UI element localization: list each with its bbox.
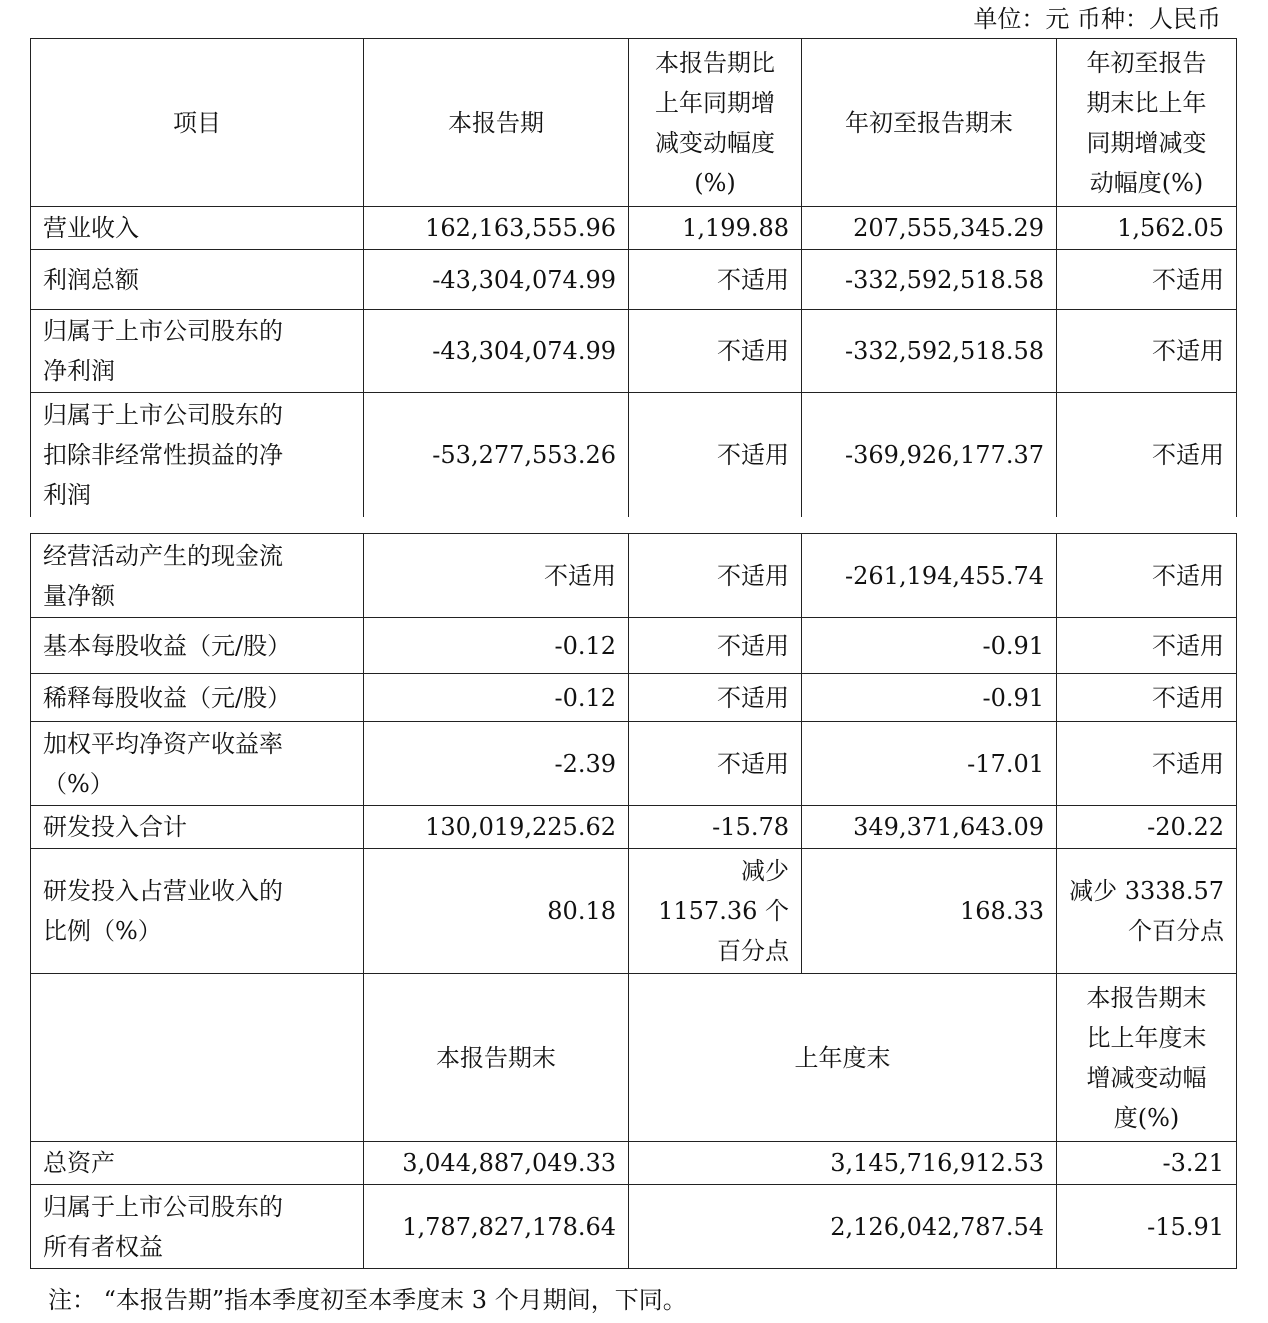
- cell-line: 本报告期末: [1086, 983, 1207, 1012]
- cell-line: 增减变动幅: [1086, 1063, 1207, 1092]
- cell-line: 稀释每股收益（元/股）: [43, 683, 292, 712]
- ytd-change-value: [1057, 207, 1237, 250]
- current-change-value: [629, 849, 802, 974]
- cell-line: 减少 3338.57: [1069, 877, 1224, 905]
- ytd-change-value: [1057, 849, 1237, 974]
- cell-line: 营业收入: [43, 214, 139, 242]
- cell-line: 不适用: [717, 749, 789, 778]
- ytd-change-value: [1057, 393, 1237, 517]
- cell-line: 基本每股收益（元/股）: [43, 631, 292, 660]
- current-change-value: [629, 618, 802, 674]
- ytd-value: -369,926,177.37: [802, 393, 1057, 517]
- cell-line: 总资产: [43, 1149, 115, 1177]
- cell-line: 不适用: [1152, 631, 1224, 660]
- header-item: 项目: [31, 39, 364, 207]
- ytd-value: -17.01: [802, 722, 1057, 806]
- ytd-value: 349,371,643.09: [802, 806, 1057, 849]
- cell-line: 年初至报告: [1086, 48, 1207, 77]
- current-period-value: -43,304,074.99: [364, 250, 629, 310]
- cell-line: 利润总额: [43, 265, 139, 294]
- cell-line: 不适用: [1152, 337, 1224, 365]
- table-row: [31, 806, 1237, 849]
- footnote: 注： “本报告期”指本季度初至本季度末 3 个月期间，下同。: [48, 1286, 687, 1314]
- cell-line: 度(%): [1113, 1103, 1180, 1132]
- current-change-value: [629, 722, 802, 806]
- cell-line: 1,199.88: [682, 214, 789, 242]
- ytd-change-value: [1057, 806, 1237, 849]
- current-period-value: -0.12: [364, 618, 629, 674]
- cell-line: 归属于上市公司股东的: [43, 1192, 283, 1221]
- cell-line: 加权平均净资产收益率: [43, 729, 283, 758]
- cell-line: (%): [694, 168, 736, 197]
- current-period-value: 不适用: [364, 534, 629, 618]
- ytd-change-value: [1057, 674, 1237, 722]
- header-current-change: [629, 39, 802, 207]
- table-row: [31, 534, 1237, 618]
- balance-change-value: -15.91: [1057, 1185, 1237, 1269]
- current-period-value: 130,019,225.62: [364, 806, 629, 849]
- cell-line: -15.78: [712, 813, 789, 841]
- ytd-value: 207,555,345.29: [802, 207, 1057, 250]
- header-period-end: 本报告期末: [364, 974, 629, 1142]
- table-row: [31, 849, 1237, 974]
- cell-line: 不适用: [717, 631, 789, 660]
- current-change-value: [629, 250, 802, 310]
- header-current-period: 本报告期: [364, 39, 629, 207]
- cell-line: 归属于上市公司股东的: [43, 317, 283, 345]
- financial-indicators-table-part2: [30, 533, 1237, 1269]
- balance-change-value: -3.21: [1057, 1142, 1237, 1185]
- unit-currency-line: 单位：元 币种：人民币: [973, 5, 1221, 33]
- period-end-value: 1,787,827,178.64: [364, 1185, 629, 1269]
- row-label: [31, 250, 364, 310]
- cell-line: 比上年度末: [1086, 1023, 1207, 1052]
- cell-line: 不适用: [717, 561, 789, 590]
- cell-line: 不适用: [1152, 265, 1224, 294]
- cell-line: 所有者权益: [43, 1232, 163, 1261]
- cell-line: 1157.36 个: [658, 897, 789, 925]
- table-row: [31, 250, 1237, 310]
- ytd-change-value: [1057, 534, 1237, 618]
- cell-line: （%）: [43, 769, 114, 798]
- cell-line: 归属于上市公司股东的: [43, 400, 283, 429]
- current-period-value: -43,304,074.99: [364, 310, 629, 393]
- prior-year-end-value: 3,145,716,912.53: [629, 1142, 1057, 1185]
- cell-line: 研发投入占营业收入的: [43, 877, 283, 905]
- ytd-change-value: [1057, 310, 1237, 393]
- cell-line: 不适用: [717, 683, 789, 712]
- ytd-value: 168.33: [802, 849, 1057, 974]
- table-row: [31, 618, 1237, 674]
- cell-line: 同期增减变: [1086, 128, 1207, 157]
- prior-year-end-value: 2,126,042,787.54: [629, 1185, 1057, 1269]
- cell-line: 比例（%）: [43, 917, 162, 945]
- cell-line: 上年同期增: [655, 88, 775, 117]
- table-row: [31, 207, 1237, 250]
- current-change-value: [629, 806, 802, 849]
- row-label: [31, 1142, 364, 1185]
- cell-line: 不适用: [1152, 440, 1224, 469]
- cell-line: 减变动幅度: [655, 128, 775, 157]
- cell-line: 期末比上年: [1086, 88, 1207, 117]
- current-change-value: [629, 674, 802, 722]
- cell-line: 不适用: [1152, 683, 1224, 712]
- ytd-value: -332,592,518.58: [802, 250, 1057, 310]
- row-label: [31, 534, 364, 618]
- period-end-value: 3,044,887,049.33: [364, 1142, 629, 1185]
- table-row: [31, 393, 1237, 517]
- balance-header-row: [31, 974, 1237, 1142]
- cell-line: 扣除非经常性损益的净: [43, 440, 283, 469]
- header-balance-change: [1057, 974, 1237, 1142]
- current-period-value: -53,277,553.26: [364, 393, 629, 517]
- cell-line: 个百分点: [1128, 917, 1224, 945]
- ytd-change-value: [1057, 250, 1237, 310]
- cell-line: 净利润: [43, 357, 115, 385]
- cell-line: 研发投入合计: [43, 813, 187, 841]
- row-label: [31, 722, 364, 806]
- row-label: [31, 618, 364, 674]
- cell-line: 减少: [741, 857, 789, 885]
- current-period-value: 162,163,555.96: [364, 207, 629, 250]
- cell-line: 百分点: [717, 937, 789, 965]
- current-period-value: -2.39: [364, 722, 629, 806]
- current-change-value: [629, 393, 802, 517]
- ytd-value: -261,194,455.74: [802, 534, 1057, 618]
- cell-line: 不适用: [717, 265, 789, 294]
- cell-line: 不适用: [717, 440, 789, 469]
- cell-line: 不适用: [1152, 561, 1224, 590]
- cell-line: 利润: [43, 480, 91, 509]
- table-row: [31, 674, 1237, 722]
- row-label: [31, 1185, 364, 1269]
- ytd-value: -0.91: [802, 618, 1057, 674]
- ytd-value: -0.91: [802, 674, 1057, 722]
- cell-line: 本报告期比: [655, 48, 775, 77]
- financial-indicators-table-part1: [30, 38, 1237, 517]
- header-row: [31, 39, 1237, 207]
- ytd-value: -332,592,518.58: [802, 310, 1057, 393]
- ytd-change-value: [1057, 618, 1237, 674]
- row-label: [31, 207, 364, 250]
- balance-header-empty: [31, 974, 364, 1142]
- current-period-value: 80.18: [364, 849, 629, 974]
- cell-line: 不适用: [1152, 749, 1224, 778]
- current-change-value: [629, 310, 802, 393]
- cell-line: 动幅度(%): [1089, 168, 1204, 197]
- row-label: [31, 849, 364, 974]
- header-ytd-change: [1057, 39, 1237, 207]
- cell-line: 不适用: [717, 337, 789, 365]
- header-prior-year-end: 上年度末: [629, 974, 1057, 1142]
- cell-line: 1,562.05: [1117, 214, 1224, 242]
- row-label: [31, 674, 364, 722]
- table-row: [31, 1185, 1237, 1269]
- table-row: [31, 310, 1237, 393]
- row-label: [31, 806, 364, 849]
- cell-line: 经营活动产生的现金流: [43, 541, 283, 570]
- table-row: [31, 722, 1237, 806]
- current-change-value: [629, 534, 802, 618]
- header-ytd: 年初至报告期末: [802, 39, 1057, 207]
- current-change-value: [629, 207, 802, 250]
- cell-line: 量净额: [43, 581, 115, 610]
- row-label: [31, 393, 364, 517]
- row-label: [31, 310, 364, 393]
- cell-line: -20.22: [1147, 813, 1224, 841]
- ytd-change-value: [1057, 722, 1237, 806]
- table-row: [31, 1142, 1237, 1185]
- current-period-value: -0.12: [364, 674, 629, 722]
